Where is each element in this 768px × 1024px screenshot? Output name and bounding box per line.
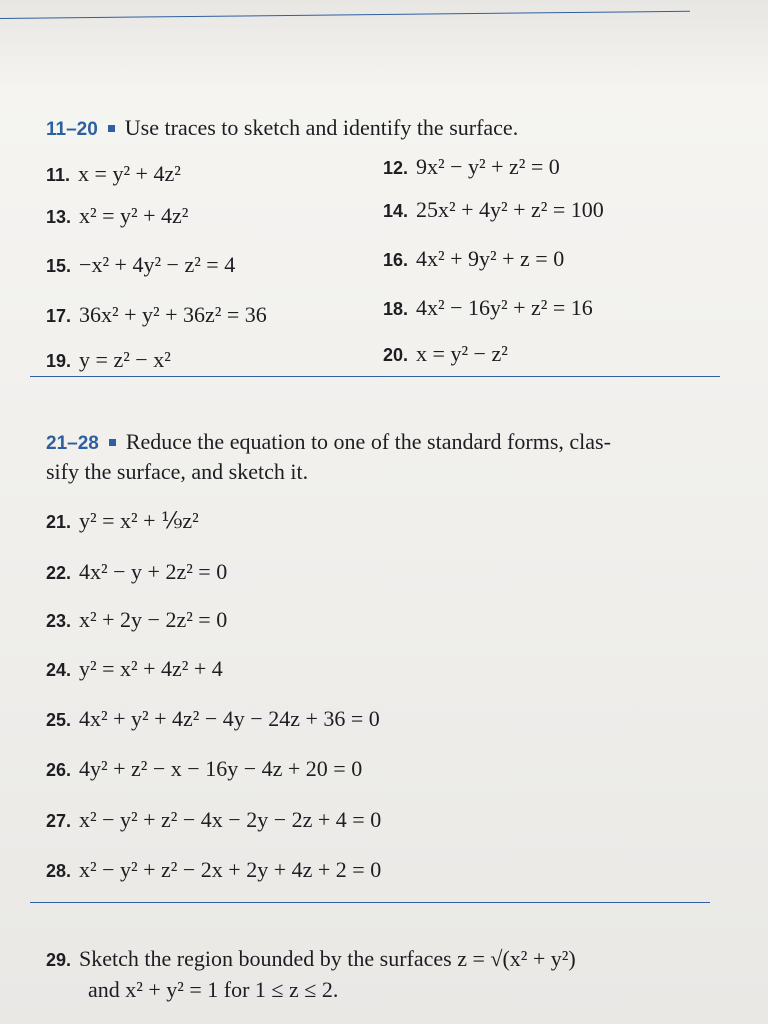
- problem-14: [383, 196, 604, 225]
- equation: 9x² − y² + z² = 0: [416, 154, 560, 179]
- equation: 36x² + y² + 36z² = 36: [79, 302, 267, 327]
- problem-number: 29.: [46, 950, 72, 970]
- problem-number: 24.: [46, 660, 72, 680]
- equation: y² = x² + ⅑z²: [79, 508, 199, 533]
- equation: x² − y² + z² − 2x + 2y + 4z + 2 = 0: [79, 857, 382, 882]
- problem-27: [46, 806, 381, 835]
- problem-13: [46, 202, 188, 231]
- problem-number: 13.: [46, 207, 72, 227]
- equation: 25x² + 4y² + z² = 100: [416, 197, 604, 222]
- problem-16: [383, 245, 564, 274]
- equation: x² − y² + z² − 4x − 2y − 2z + 4 = 0: [79, 807, 382, 832]
- problem-number: 18.: [383, 299, 409, 319]
- problem-number: 17.: [46, 306, 72, 326]
- problem-24: [46, 655, 223, 684]
- problem-number: 22.: [46, 563, 72, 583]
- problem-number: 28.: [46, 861, 72, 881]
- problem-number: 15.: [46, 256, 72, 276]
- equation: x = y² − z²: [416, 341, 508, 366]
- equation: y² = x² + 4z² + 4: [79, 656, 223, 681]
- problem-17: [46, 301, 267, 330]
- section-instruction-line2: sify the surface, and sketch it.: [46, 459, 309, 484]
- section-instruction: Use traces to sketch and identify the surface.: [124, 115, 519, 140]
- problem-number: 16.: [383, 250, 409, 270]
- bullet-icon: [109, 439, 116, 446]
- problem-number: 14.: [383, 201, 409, 221]
- problem-number: 25.: [46, 710, 72, 730]
- section-range: 11–20: [46, 119, 98, 140]
- section-11-20-header: [46, 114, 518, 144]
- problem-12: [383, 153, 560, 182]
- section-instruction-line1: Reduce the equation to one of the standard forms, clas-: [125, 429, 611, 454]
- problem-15: [46, 251, 235, 280]
- problem-20: [383, 340, 508, 369]
- problem-11: [46, 160, 181, 189]
- problem-22: [46, 558, 227, 587]
- section-range: 21–28: [46, 433, 99, 454]
- equation: x² = y² + 4z²: [79, 203, 189, 228]
- problem-number: 26.: [46, 760, 72, 780]
- equation: 4x² + 9y² + z = 0: [416, 246, 565, 271]
- equation: 4x² − 16y² + z² = 16: [416, 295, 593, 320]
- problem-29-line1: Sketch the region bounded by the surfaces z = √(x² + y²): [79, 946, 576, 971]
- section-divider: [30, 376, 720, 377]
- equation: 4x² − y + 2z² = 0: [79, 559, 228, 584]
- equation: 4y² + z² − x − 16y − 4z + 20 = 0: [79, 756, 363, 781]
- bullet-icon: [108, 125, 115, 132]
- problem-18: [383, 294, 593, 323]
- problem-25: [46, 705, 380, 734]
- equation: −x² + 4y² − z² = 4: [79, 252, 236, 277]
- problem-number: 23.: [46, 611, 72, 631]
- problem-number: 20.: [383, 345, 409, 365]
- equation: x² + 2y − 2z² = 0: [79, 607, 228, 632]
- problem-29: [46, 944, 576, 1005]
- problem-28: [46, 856, 381, 885]
- problem-number: 12.: [383, 158, 409, 178]
- equation: x = y² + 4z²: [78, 161, 181, 186]
- problem-number: 27.: [46, 811, 72, 831]
- problem-26: [46, 755, 362, 784]
- problem-29-line2: and x² + y² = 1 for 1 ≤ z ≤ 2.: [88, 977, 339, 1002]
- problem-19: [46, 346, 171, 375]
- equation: 4x² + y² + 4z² − 4y − 24z + 36 = 0: [79, 706, 380, 731]
- problem-number: 21.: [46, 512, 72, 532]
- problem-23: [46, 606, 227, 635]
- problem-21: [46, 507, 199, 536]
- section-21-28-header: [46, 428, 611, 486]
- section-divider: [30, 902, 710, 903]
- problem-number: 19.: [46, 351, 72, 371]
- equation: y = z² − x²: [79, 347, 171, 372]
- problem-number: 11.: [46, 165, 71, 185]
